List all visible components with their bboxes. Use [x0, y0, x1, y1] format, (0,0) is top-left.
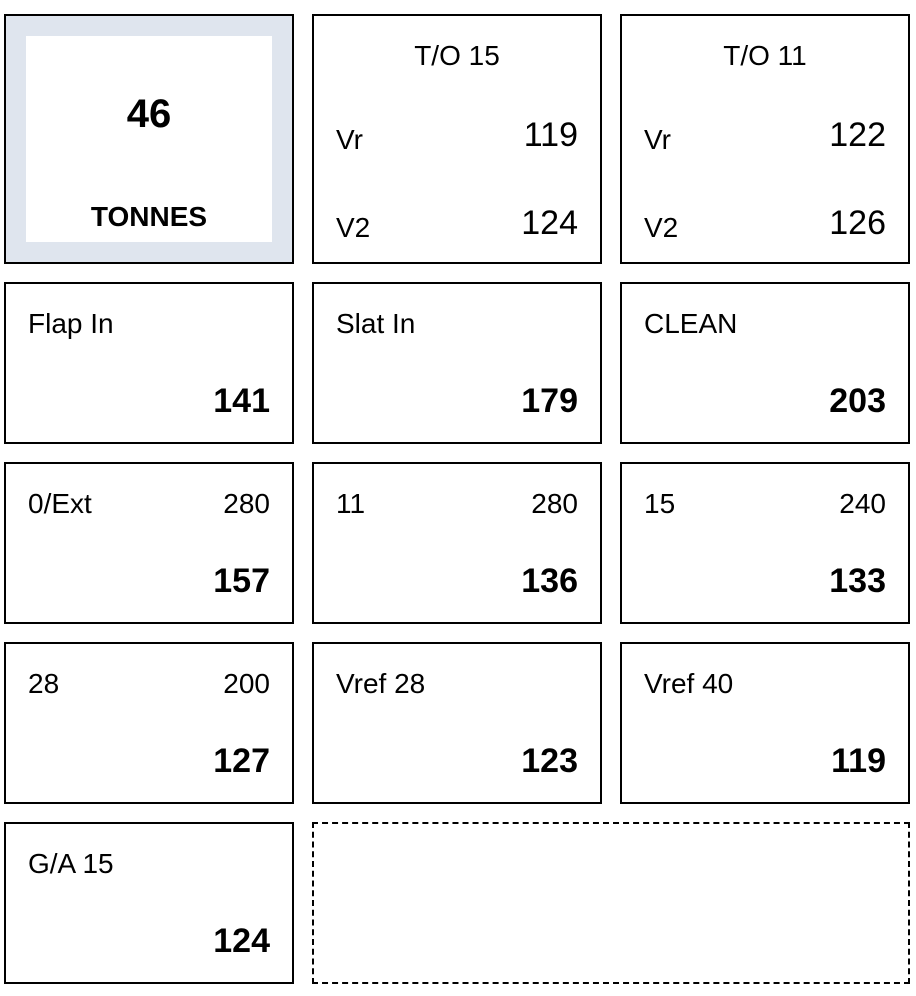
- vref-40-label: Vref 40: [644, 668, 734, 699]
- flap-15-label: 15: [644, 488, 676, 519]
- takeoff-15-v2-value: 124: [521, 204, 578, 242]
- slat-in-card[interactable]: [312, 282, 602, 444]
- clean-card[interactable]: [620, 282, 910, 444]
- flap-28-card[interactable]: [4, 642, 294, 804]
- flap-28-limit: 200: [223, 668, 270, 699]
- empty-slot[interactable]: [312, 822, 910, 984]
- weight-unit: TONNES: [90, 201, 208, 232]
- flap-11-label: 11: [336, 488, 366, 519]
- takeoff-15-vr-label: Vr: [336, 124, 363, 155]
- takeoff-11-title: T/O 11: [723, 40, 807, 71]
- flap-in-card[interactable]: [4, 282, 294, 444]
- vref-28-label: Vref 28: [336, 668, 426, 699]
- flap-15-card[interactable]: [620, 462, 910, 624]
- clean-value: 203: [829, 382, 886, 420]
- flap-in-value: 141: [213, 382, 270, 420]
- slat-in-label: Slat In: [336, 308, 416, 339]
- takeoff-15-title: T/O 15: [414, 40, 500, 71]
- go-around-15-label: G/A 15: [28, 848, 114, 879]
- vref-40-value: 119: [831, 742, 886, 780]
- takeoff-15-v2-label: V2: [336, 212, 371, 243]
- flap-11-value: 136: [521, 562, 578, 600]
- flap-0-ext-card[interactable]: [4, 462, 294, 624]
- takeoff-11-v2-value: 126: [829, 204, 886, 242]
- slat-in-value: 179: [521, 382, 578, 420]
- takeoff-11-card[interactable]: [620, 14, 910, 264]
- vref-28-value: 123: [521, 742, 578, 780]
- vref-40-card[interactable]: [620, 642, 910, 804]
- go-around-15-value: 124: [213, 922, 270, 960]
- flap-15-value: 133: [829, 562, 886, 600]
- vref-28-card[interactable]: [312, 642, 602, 804]
- go-around-15-card[interactable]: [4, 822, 294, 984]
- weight-card[interactable]: [4, 14, 294, 264]
- flap-11-card[interactable]: [312, 462, 602, 624]
- flap-0-ext-value: 157: [213, 562, 270, 600]
- flap-in-label: Flap In: [28, 308, 114, 339]
- clean-label: CLEAN: [644, 308, 738, 339]
- flap-28-label: 28: [28, 668, 60, 699]
- flap-15-limit: 240: [839, 488, 886, 519]
- flap-0-ext-limit: 280: [223, 488, 270, 519]
- weight-value: 46: [126, 92, 172, 136]
- takeoff-15-vr-value: 119: [523, 116, 578, 154]
- flap-0-ext-label: 0/Ext: [28, 488, 92, 519]
- flap-28-value: 127: [213, 742, 270, 780]
- takeoff-11-v2-label: V2: [644, 212, 679, 243]
- weight-display: [26, 36, 272, 242]
- takeoff-11-vr-value: 122: [829, 116, 886, 154]
- takeoff-11-vr-label: Vr: [644, 124, 671, 155]
- takeoff-15-card[interactable]: [312, 14, 602, 264]
- flap-11-limit: 280: [531, 488, 578, 519]
